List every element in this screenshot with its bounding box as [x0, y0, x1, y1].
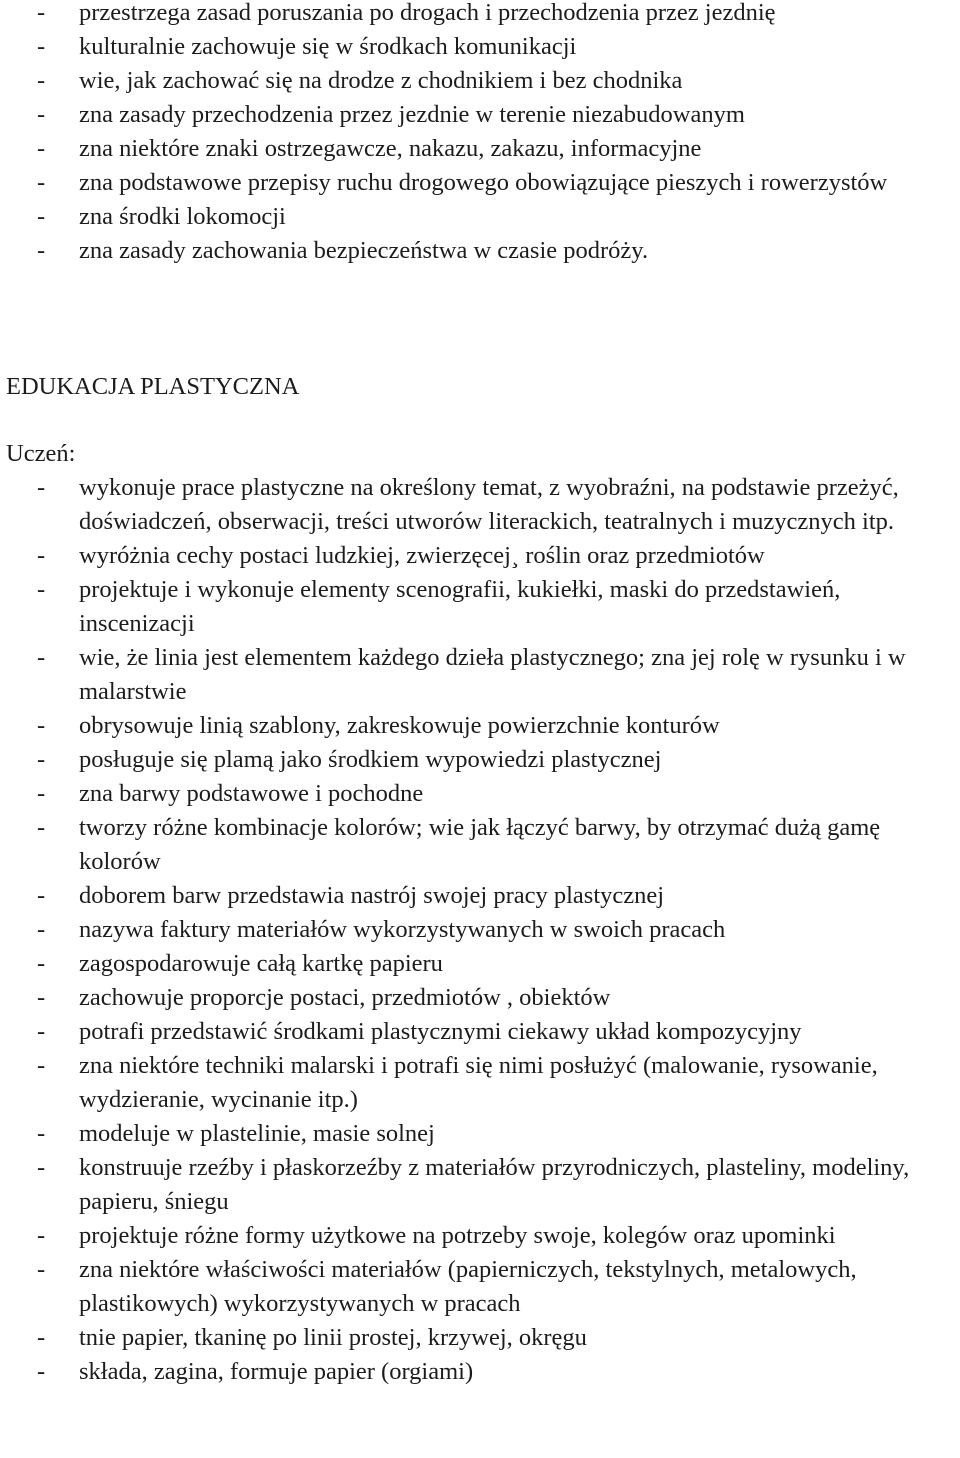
- traffic-skills-list: [0, 0, 960, 268]
- list-item: [0, 234, 960, 268]
- list-dash: -: [37, 203, 46, 230]
- list-item: [0, 1219, 960, 1253]
- list-item: [0, 1015, 960, 1049]
- list-item-text: zna niektóre właściwości materiałów (papierniczych, tekstylnych, metalowych, plastikowych) wykorzystywanych w pracach: [79, 1256, 857, 1317]
- list-item: [0, 573, 960, 641]
- list-item: [0, 743, 960, 777]
- list-item-text: zna zasady zachowania bezpieczeństwa w czasie podróży.: [79, 237, 649, 264]
- list-item: [0, 1321, 960, 1355]
- list-item: [0, 709, 960, 743]
- list-dash: -: [37, 0, 46, 26]
- list-dash: -: [37, 814, 46, 841]
- list-item-text: zna niektóre znaki ostrzegawcze, nakazu, zakazu, informacyjne: [79, 135, 702, 162]
- list-item-text: projektuje różne formy użytkowe na potrzeby swoje, kolegów oraz upominki: [79, 1222, 836, 1249]
- list-item-text: składa, zagina, formuje papier (orgiami): [79, 1358, 474, 1385]
- list-item: [0, 981, 960, 1015]
- list-dash: -: [37, 712, 46, 739]
- list-item-text: kulturalnie zachowuje się w środkach komunikacji: [79, 33, 577, 60]
- list-item: [0, 913, 960, 947]
- list-item: [0, 471, 960, 539]
- list-item-text: zna środki lokomocji: [79, 203, 286, 230]
- list-dash: -: [37, 33, 46, 60]
- section-heading: EDUKACJA PLASTYCZNA: [6, 373, 300, 400]
- list-dash: -: [37, 1256, 46, 1283]
- list-item-text: projektuje i wykonuje elementy scenografii, kukiełki, maski do przedstawień, inscenizacji: [79, 576, 841, 637]
- list-item-text: zachowuje proporcje postaci, przedmiotów , obiektów: [79, 984, 611, 1011]
- list-dash: -: [37, 1154, 46, 1181]
- list-item: [0, 64, 960, 98]
- list-item-text: potrafi przedstawić środkami plastycznymi ciekawy układ kompozycyjny: [79, 1018, 802, 1045]
- list-item-text: obrysowuje linią szablony, zakreskowuje powierzchnie konturów: [79, 712, 720, 739]
- list-item: [0, 98, 960, 132]
- list-item-text: zna barwy podstawowe i pochodne: [79, 780, 424, 807]
- list-item: [0, 539, 960, 573]
- list-dash: -: [37, 1052, 46, 1079]
- list-dash: -: [37, 135, 46, 162]
- list-dash: -: [37, 644, 46, 671]
- list-dash: -: [37, 950, 46, 977]
- list-dash: -: [37, 882, 46, 909]
- list-item-text: modeluje w plastelinie, masie solnej: [79, 1120, 435, 1147]
- list-item: [0, 0, 960, 30]
- list-dash: -: [37, 1222, 46, 1249]
- list-item: [0, 811, 960, 879]
- list-item: [0, 30, 960, 64]
- list-item-text: doborem barw przedstawia nastrój swojej pracy plastycznej: [79, 882, 665, 909]
- list-item-text: zna podstawowe przepisy ruchu drogowego obowiązujące pieszych i rowerzystów: [79, 169, 888, 196]
- art-skills-list: [0, 471, 960, 1389]
- list-item: [0, 777, 960, 811]
- list-dash: -: [37, 1120, 46, 1147]
- list-item: [0, 1253, 960, 1321]
- list-item-text: zagospodarowuje całą kartkę papieru: [79, 950, 443, 977]
- list-item-text: tworzy różne kombinacje kolorów; wie jak łączyć barwy, by otrzymać dużą gamę kolorów: [79, 814, 881, 875]
- student-label: Uczeń:: [6, 440, 76, 467]
- list-item: [0, 1117, 960, 1151]
- list-item-text: tnie papier, tkaninę po linii prostej, krzywej, okręgu: [79, 1324, 587, 1351]
- list-item-text: konstruuje rzeźby i płaskorzeźby z materiałów przyrodniczych, plasteliny, modeliny, papieru, śniegu: [79, 1154, 910, 1215]
- list-item-text: wie, jak zachować się na drodze z chodnikiem i bez chodnika: [79, 67, 683, 94]
- list-item: [0, 1049, 960, 1117]
- list-dash: -: [37, 67, 46, 94]
- list-dash: -: [37, 916, 46, 943]
- list-item-text: zna niektóre techniki malarski i potrafi się nimi posłużyć (malowanie, rysowanie, wydzieranie, wycinanie itp.): [79, 1052, 878, 1113]
- list-dash: -: [37, 169, 46, 196]
- list-item: [0, 641, 960, 709]
- list-dash: -: [37, 542, 46, 569]
- list-item: [0, 1355, 960, 1389]
- list-dash: -: [37, 1018, 46, 1045]
- list-dash: -: [37, 746, 46, 773]
- list-dash: -: [37, 237, 46, 264]
- list-item-text: nazywa faktury materiałów wykorzystywanych w swoich pracach: [79, 916, 726, 943]
- list-item-text: posługuje się plamą jako środkiem wypowiedzi plastycznej: [79, 746, 662, 773]
- list-dash: -: [37, 101, 46, 128]
- list-item: [0, 166, 960, 200]
- list-item-text: wie, że linia jest elementem każdego dzieła plastycznego; zna jej rolę w rysunku i w malarstwie: [79, 644, 906, 705]
- list-item: [0, 947, 960, 981]
- list-dash: -: [37, 1324, 46, 1351]
- list-dash: -: [37, 1358, 46, 1385]
- list-dash: -: [37, 780, 46, 807]
- list-dash: -: [37, 984, 46, 1011]
- list-item-text: zna zasady przechodzenia przez jezdnie w terenie niezabudowanym: [79, 101, 745, 128]
- list-item-text: wykonuje prace plastyczne na określony temat, z wyobraźni, na podstawie przeżyć, doświadczeń, obserwacji, treści utworów literackich, teatralnych i muzycznych itp.: [79, 474, 899, 535]
- list-item-text: wyróżnia cechy postaci ludzkiej, zwierzęcej¸ roślin oraz przedmiotów: [79, 542, 765, 569]
- list-dash: -: [37, 576, 46, 603]
- list-item: [0, 1151, 960, 1219]
- list-dash: -: [37, 474, 46, 501]
- list-item: [0, 879, 960, 913]
- list-item: [0, 200, 960, 234]
- list-item-text: przestrzega zasad poruszania po drogach i przechodzenia przez jezdnię: [79, 0, 776, 26]
- list-item: [0, 132, 960, 166]
